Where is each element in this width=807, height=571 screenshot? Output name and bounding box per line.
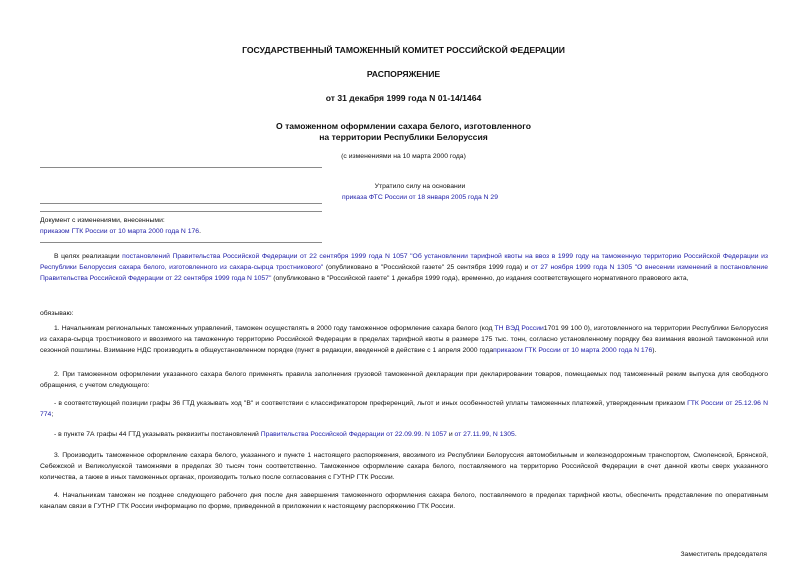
validity-link[interactable]: приказа ФТС России от 18 января 2005 года N 29: [342, 194, 498, 201]
decree-1305-short-link[interactable]: от 27.11.99, N 1305: [454, 431, 515, 438]
changes-note: (с изменениями на 10 марта 2000 года): [341, 153, 466, 160]
paragraph-3: 3. Производить таможенное оформление сахара белого, указанного и пункте 1 настоящего распоряжения, ввозимого из Республики Белоруссия автомобильным и железнодорожным транспортом, Смоленской, Брянской, Себежской и Великолукской таможнями в пределах 30 тысяч тонн соответственно. Таможенное оформление сахара белого, поставляемого на территорию Российской Федерации в счет данной квоты сверх указанного количества, а также в иных таможенных органах, производить только после согласования с ГУТНР ГТК России.: [40, 452, 768, 481]
decree-1057-link[interactable]: постановлений Правительства Российской Федерации от 22 сентября 1999 года N 1057 "Об установлении тарифной квоты на ввоз в 1999 году на таможенную территорию Российской Федерации из Республики Белоруссия сахара белого, изготовленного из сахара-сырца тростникового": [40, 253, 768, 271]
document-type: РАСПОРЯЖЕНИЕ: [366, 69, 441, 79]
amendment-tail: .: [199, 228, 201, 235]
signature-line: Заместитель председателя: [680, 551, 767, 558]
paragraph-2-item-b: - в пункте 7А графы 44 ГТД указывать реквизиты постановлений Правительства Российской Федерации от 22.09.99. N 1057 и от 27.11.99, N 1305.: [54, 431, 517, 438]
document-title: [0, 121, 807, 143]
issuing-authority: ГОСУДАРСТВЕННЫЙ ТАМОЖЕННЫЙ КОМИТЕТ РОССИЙСКОЙ ФЕДЕРАЦИИ: [242, 45, 565, 55]
paragraph-2: 2. При таможенном оформлении указанного сахара белого применять правила заполнения грузовой таможенной декларации при декларировании товаров, помещаемых под таможенный режим выпуска для свободного обращения, с учетом следующего:: [40, 371, 768, 389]
order-774-link[interactable]: ГТК России от 25.12.96 N 774: [40, 400, 768, 418]
amendment-link[interactable]: приказом ГТК России от 10 марта 2000 года N 176: [40, 228, 200, 235]
decree-1305-link[interactable]: от 27 ноября 1999 года N 1305 "О внесении изменений в постановление Правительства Российской Федерации от 22 сентября 1999 года N 1057": [40, 263, 768, 282]
divider: [40, 211, 322, 212]
document-date-number: от 31 декабря 1999 года N 01-14/1464: [325, 93, 482, 103]
amendments-box: [40, 215, 322, 237]
obligate-word: обязываю:: [40, 310, 74, 317]
order-176-link[interactable]: приказом ГТК России от 10 марта 2000 года N 176: [493, 346, 653, 354]
validity-text: Утратило силу на основании: [374, 183, 466, 190]
divider: [40, 167, 322, 168]
title-line-2: на территории Республики Белоруссия: [319, 132, 488, 142]
paragraph-1: 1. Начальникам региональных таможенных управлений, таможен осуществлять в 2000 году таможенное оформление сахара белого (код ТН ВЭД России1701 99 100 0), изготовленного на территории Республики Белоруссия из сахара-сырца тростникового и ввозимого на таможенную территорию Российской Федерации в пределах тарифной квоты в размере 175 тыс. тонн, согласно установленному порядку без взимания ввозной таможенной или сезонной пошлины. Взимание НДС производить в общеустановленном порядке (пункт в редакции, введенной в действие с 1 апреля 2000 годаприказом ГТК России от 10 марта 2000 года N 176).: [40, 325, 768, 354]
paragraph-2-item-a: - в соответствующей позиции графы 36 ГТД указывать ход "В" и соответствии с классификатором преференций, льгот и иных особенностей уплаты таможенных платежей, утвержденным приказом ГТК России от 25.12.96 N 774;: [40, 400, 768, 418]
divider: [40, 242, 322, 243]
preamble-paragraph: В целях реализации постановлений Правительства Российской Федерации от 22 сентября 1999 года N 1057 "Об установлении тарифной квоты на ввоз в 1999 году на таможенную территорию Российской Федерации из Республики Белоруссия сахара белого, изготовленного из сахара-сырца тростникового" (опубликовано в "Российской газете" 25 сентября 1999 года) и от 27 ноября 1999 года N 1305 "О внесении изменений в постановление Правительства Российской Федерации от 22 сентября 1999 года N 1057" (опубликовано в "Российской газете" 1 декабря 1999 года), временно, до издания соответствующего нормативного правового акта,: [40, 253, 768, 282]
title-line-1: О таможенном оформлении сахара белого, изготовленного: [276, 121, 531, 131]
tnved-link[interactable]: ТН ВЭД России: [494, 325, 544, 332]
paragraph-4: 4. Начальникам таможен не позднее следующего рабочего дня после дня завершения таможенного оформления сахара белого, поставляемого в пределах тарифной квоты, обеспечить представление по оперативным каналам связи в ГУТНР ГТК России информацию по форме, приведенной в приложении к настоящему распоряжению ГТК России.: [40, 492, 768, 510]
validity-note: [290, 181, 550, 203]
decree-1057-short-link[interactable]: Правительства Российской Федерации от 22.09.99. N 1057: [260, 431, 447, 438]
divider: [40, 203, 322, 204]
amendments-label: Документ с изменениями, внесенными:: [40, 217, 165, 224]
